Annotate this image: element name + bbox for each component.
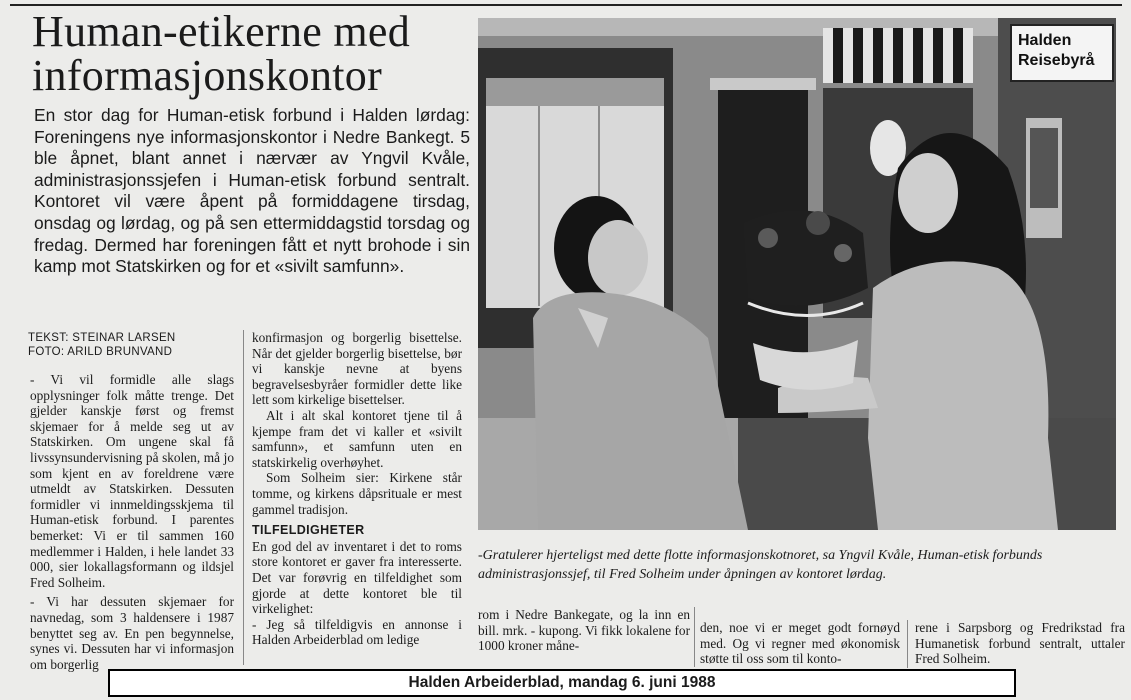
- body-column-1: [30, 372, 234, 672]
- col1-paragraph-2: - Vi har dessuten skjemaer for navnedag, som 3 haldensere i 1987 benyttet seg av. En pen begynnelse, synes vi. Dessuten har vi informasjon om borgerlig: [30, 594, 234, 672]
- lead-paragraph: [34, 105, 470, 278]
- photo-caption: -Gratulerer hjerteligst med dette flotte informasjonskotnoret, sa Yngvil Kvåle, Human-etisk forbunds administrasjonssjef, til Fred Solheim under åpningen av kontoret lørdag.: [478, 548, 1043, 582]
- top-rule: [10, 4, 1122, 6]
- col3-text: rom i Nedre Bankegate, og la inn en bill. mrk. - kupong. Vi fikk lokalene for 1000 kroner måne-: [478, 607, 690, 654]
- column-divider-3: [694, 607, 695, 667]
- byline-text: TEKST: STEINAR LARSEN: [28, 332, 176, 344]
- col2-paragraph-3: Som Solheim sier: Kirkene står tomme, og kirkens dåpsrituale er mest gammel tradisjon.: [252, 470, 462, 517]
- body-column-5: [915, 620, 1125, 667]
- col5-text: rene i Sarpsborg og Fredrikstad fra Humanetisk forbund sentralt, uttaler Fred Solheim.: [915, 620, 1125, 667]
- headline-line-1: Human-etikerne med: [32, 7, 411, 56]
- byline-photo: FOTO: ARILD BRUNVAND: [28, 346, 173, 358]
- body-column-3: [478, 607, 690, 654]
- source-banner: [108, 669, 1016, 697]
- col2-subhead: TILFELDIGHETER: [252, 523, 365, 538]
- article-photo: [478, 18, 1116, 530]
- col2-paragraph-1: konfirmasjon og borgerlig bisettelse. Når det gjelder borgerlig bisettelse, bør vi kanskje nevne at byens begravelsesbyråer formidler dette like lett som kirkelige bisettelser.: [252, 330, 462, 408]
- body-column-4: [700, 620, 900, 667]
- col1-paragraph-1: - Vi vil formidle alle slags opplysninger folk måtte trenge. Det gjelder kanskje først og fremst skjemaer for å melde seg ut av Statskirken. Om ungene skal få livssynsundervisning på skolen, må jo som kjent en av foreldrene være utmeldt av Statskirken. Dessuten formidler vi innmeldingsskjema til Human-etisk forbund. I parentes bemerket: Vi er til sammen 160 medlemmer i Halden, i hele landet 33 000, sier lokallagsformann og ildsjel Fred Solheim.: [30, 372, 234, 590]
- headline-line-2: informasjonskontor: [32, 51, 383, 100]
- col2-paragraph-5: - Jeg så tilfeldigvis en annonse i Halden Arbeiderblad om ledige: [252, 616, 462, 648]
- lead-text: En stor dag for Human-etisk forbund i Halden lørdag: Foreningens nye informasjonskontor i Nedre Bankegt. 5 ble åpnet, blant annet i nærvær av Yngvil Kvåle, administrasjonssjefen i Human-etisk forbund sentralt. Kontoret vil være åpent på formiddagene tirsdag, onsdag og lørdag, og på sen ettermiddagstid torsdag og fredag. Dermed har foreningen fått et nytt brohode i sin kamp mot Statskirken og for et «sivilt samfunn».: [34, 105, 470, 277]
- source-text: Halden Arbeiderblad, mandag 6. juni 1988: [408, 674, 716, 691]
- body-column-2: [252, 330, 462, 648]
- column-divider: [243, 330, 244, 665]
- col2-paragraph-4: En god del av inventaret i det to roms store kontoret er gaver fra interesserte. Det var forøvrig en tilfeldighet som gjorde at dette kontoret ble til virkelighet:: [252, 538, 462, 617]
- photo-illustration: [478, 18, 1116, 530]
- headline: [32, 7, 472, 100]
- col2-paragraph-2: Alt i alt skal kontoret tjene til å kjempe fram det vi kaller et «sivilt samfunn», et samfunn uten en statskirkelig overhøyhet.: [252, 407, 462, 470]
- photo-sign-line-2: Reisebyrå: [1018, 52, 1095, 69]
- column-divider-4: [907, 620, 908, 668]
- col4-text: den, noe vi er meget godt fornøyd med. Og vi regner med økonomisk støtte til oss som til konto-: [700, 620, 900, 667]
- photo-sign-line-1: Halden: [1018, 32, 1072, 49]
- photo-sign: [1010, 24, 1114, 82]
- byline: [28, 331, 238, 359]
